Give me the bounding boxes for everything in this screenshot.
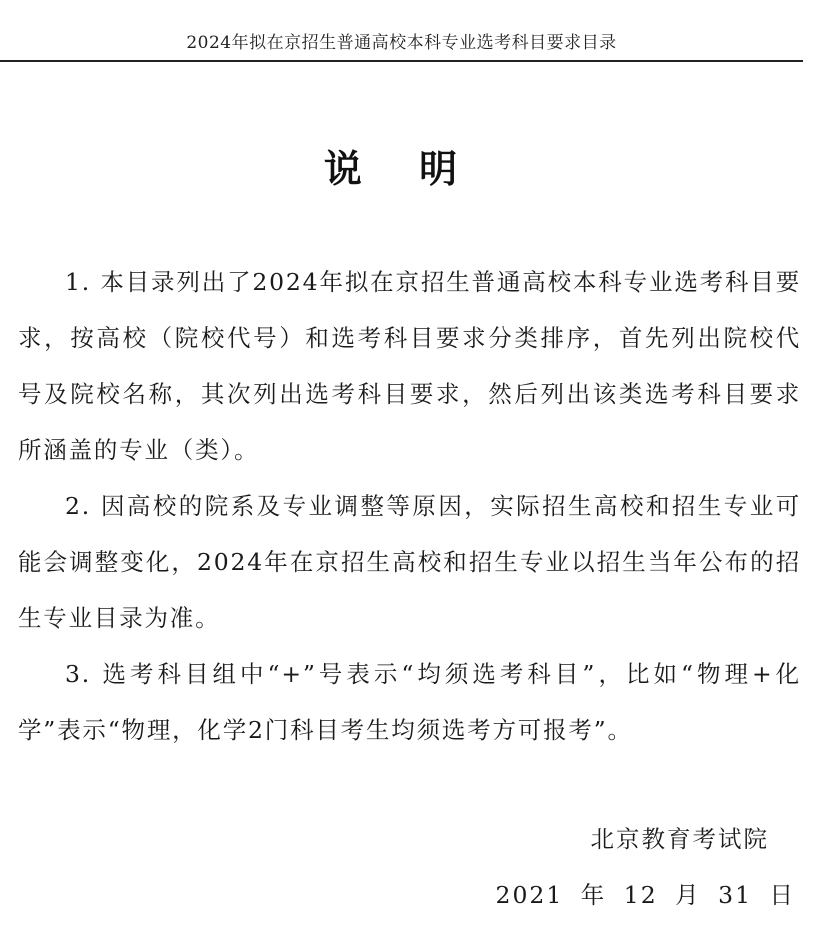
paragraph-3: 3. 选考科目组中“+”号表示“均须选考科目”，比如“物理+化学”表示“物理，化学2门科目考生均须选考方可报考”。 bbox=[18, 660, 801, 744]
paragraph-2: 2. 因高校的院系及专业调整等原因，实际招生高校和招生专业可能会调整变化，2024年在京招生高校和招生专业以招生当年公布的招生专业目录为准。 bbox=[18, 492, 801, 632]
page-header bbox=[0, 0, 803, 62]
paragraph-1: 1. 本目录列出了2024年拟在京招生普通高校本科专业选考科目要求，按高校（院校代号）和选考科目要求分类排序，首先列出院校代号及院校名称，其次列出选考科目要求，然后列出该类选考科目要求所涵盖的专业（类）。 bbox=[18, 268, 801, 464]
issuer-signature: 北京教育考试院 bbox=[590, 825, 769, 853]
running-title: 2024年拟在京招生普通高校本科专业选考科目要求目录 bbox=[186, 33, 617, 53]
issue-date: 2021 年 12 月 31 日 bbox=[495, 881, 795, 909]
document-title: 说 明 bbox=[323, 147, 480, 191]
document-body bbox=[18, 254, 801, 758]
